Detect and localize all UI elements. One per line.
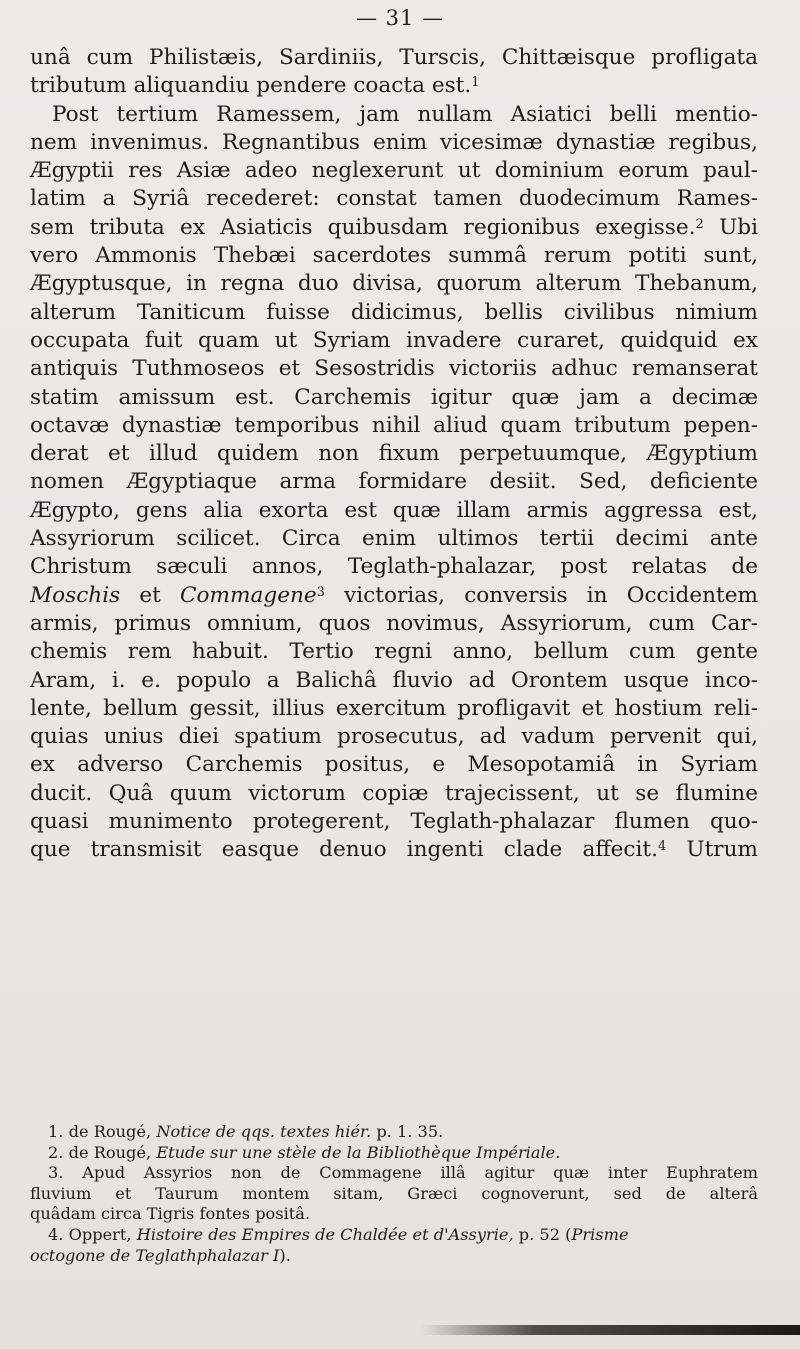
italic-term: Commagene — [180, 582, 317, 608]
footnote-3-cont: fluvium et Taurum montem sitam, Græci cognoverunt, sed de alterâ — [30, 1183, 758, 1203]
text-line: latim a Syriâ recederet: constat tamen duodecimum Rames- — [30, 186, 758, 212]
text-line: derat et illud quidem non fixum perpetuumque, Ægyptium — [30, 441, 758, 467]
footnote-4-cont: octogone de Teglathphalazar I). — [30, 1245, 291, 1265]
footnote-3: 3. Apud Assyrios non de Commagene illâ agitur quæ inter Euphratem — [48, 1163, 759, 1183]
main-text — [30, 44, 758, 865]
text-line: tributum aliquandiu pendere coacta est.$^1$ — [30, 73, 480, 99]
footnote-ref: 3 — [316, 584, 325, 600]
text-line: que transmisit easque denuo ingenti clade affecit.$^4$ Utrum — [30, 837, 758, 863]
text-line: alterum Taniticum fuisse didicimus, bellis civilibus nimium — [30, 299, 758, 325]
footnote-2: 2. de Rougé, Etude sur une stèle de la Bibliothèque Impériale. — [48, 1142, 561, 1162]
text-line: octavæ dynastiæ temporibus nihil aliud quam tributum pepen- — [30, 412, 758, 438]
text-line: Ægypto, gens alia exorta est quæ illam armis aggressa est, — [30, 497, 758, 523]
text-line: Christum sæculi annos, Teglath-phalazar, post relatas de — [30, 554, 758, 580]
footnote-ref: 4 — [657, 839, 667, 855]
italic-term: Moschis — [30, 582, 121, 608]
text-line: statim amissum est. Carchemis igitur quæ jam a decimæ — [30, 384, 758, 410]
text-line: vero Ammonis Thebæi sacerdotes summâ rerum potiti sunt, — [30, 243, 758, 269]
text-line: antiquis Tuthmoseos et Sesostridis victoriis adhuc remanserat — [30, 356, 758, 382]
text-line: Ægyptusque, in regna duo divisa, quorum alterum Thebanum, — [30, 271, 758, 297]
footnote-4: 4. Oppert, Histoire des Empires de Chaldée et d'Assyrie, p. 52 (Prisme — [48, 1224, 629, 1244]
text-line: occupata fuit quam ut Syriam invadere curaret, quidquid ex — [30, 327, 758, 353]
page-number: — 31 — — [355, 6, 445, 30]
text-line: Post tertium Ramessem, jam nullam Asiatici belli mentio- — [52, 101, 758, 127]
text-line: nem invenimus. Regnantibus enim vicesimæ dynastiæ regibus, — [30, 129, 758, 155]
text-line: nomen Ægyptiaque arma formidare desiit. Sed, deficiente — [30, 469, 758, 495]
footnote-3-cont: quâdam circa Tigris fontes positâ. — [30, 1204, 311, 1224]
bottom-scan-edge — [420, 1325, 800, 1335]
text-line: sem tributa ex Asiaticis quibusdam regionibus exegisse.$^2$ Ubi — [30, 214, 758, 240]
text-line: Moschis et Commagene$^3$ victorias, conversis in Occidentem — [30, 582, 758, 608]
text-line: Aram, i. e. populo a Balichâ fluvio ad Orontem usque inco- — [30, 667, 758, 693]
text-line: quasi munimento protegerent, Teglath-phalazar flumen quo- — [30, 809, 758, 835]
text-line: unâ cum Philistæis, Sardiniis, Turscis, Chittæisque profligata — [30, 45, 758, 70]
footnote-ref: 2 — [695, 216, 704, 232]
text-line: ducit. Quâ quum victorum copiæ trajecissent, ut se flumine — [30, 780, 758, 806]
footnote-ref: 1 — [471, 75, 480, 91]
footnotes — [30, 1122, 758, 1266]
text-line: armis, primus omnium, quos novimus, Assyriorum, cum Car- — [30, 610, 758, 636]
text-line: lente, bellum gessit, illius exercitum profligavit et hostium reli- — [30, 695, 758, 721]
text-line: quias unius diei spatium prosecutus, ad vadum pervenit qui, — [30, 724, 758, 750]
text-line: ex adverso Carchemis positus, e Mesopotamiâ in Syriam — [30, 752, 758, 778]
text-line: Ægyptii res Asiæ adeo neglexerunt ut dominium eorum paul- — [30, 158, 758, 184]
footnote-1: 1. de Rougé, Notice de qqs. textes hiér. p. 1. 35. — [48, 1122, 444, 1141]
text-line: chemis rem habuit. Tertio regni anno, bellum cum gente — [30, 639, 758, 665]
text-line: Assyriorum scilicet. Circa enim ultimos tertii decimi ante — [30, 526, 758, 552]
